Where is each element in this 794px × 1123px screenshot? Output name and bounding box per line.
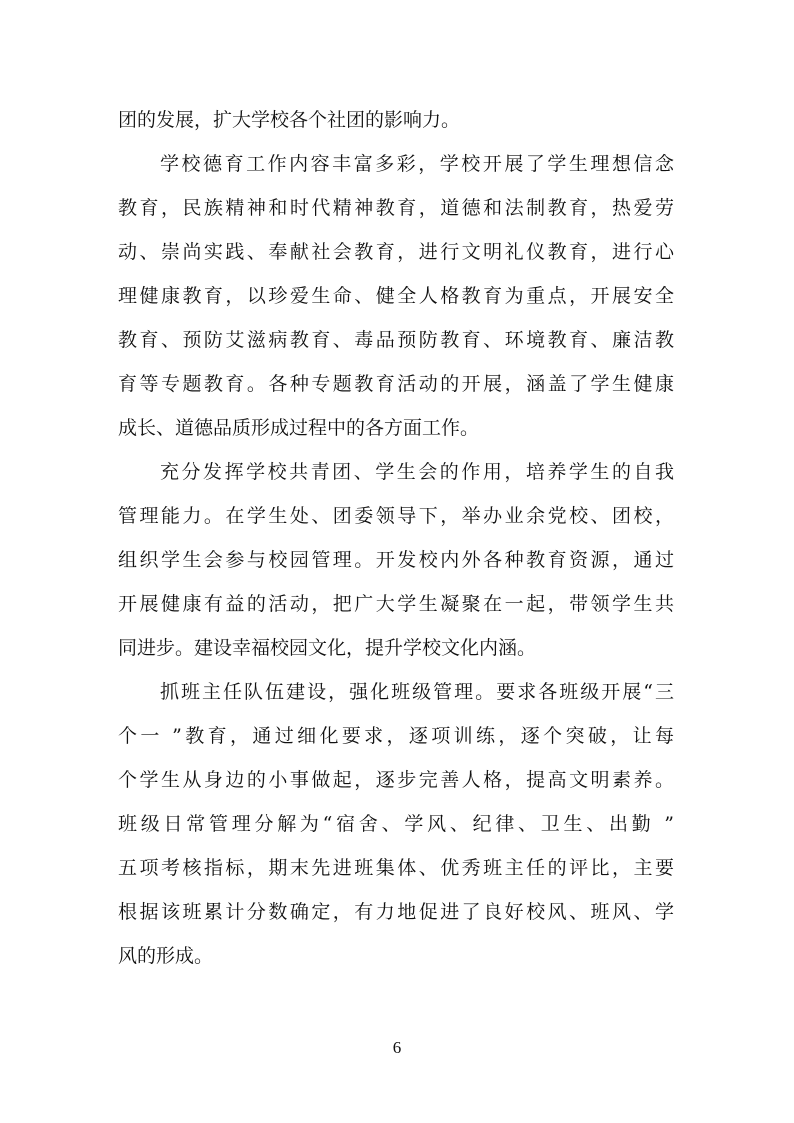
document-body bbox=[118, 98, 674, 978]
text-line: 五项考核指标，期末先进班集体、优秀班主任的评比，主要 bbox=[118, 857, 674, 879]
paragraph-student-union bbox=[118, 450, 674, 670]
text-line: 管理能力。在学生处、团委领导下，举办业余党校、团校， bbox=[118, 505, 674, 527]
text-line: 团的发展，扩大学校各个社团的影响力。 bbox=[118, 109, 461, 131]
text-line: 充分发挥学校共青团、学生会的作用，培养学生的自我 bbox=[160, 461, 674, 483]
text-line: 理健康教育，以珍爱生命、健全人格教育为重点，开展安全 bbox=[118, 285, 674, 307]
text-line: 教育、预防艾滋病教育、毒品预防教育、环境教育、廉洁教 bbox=[118, 329, 674, 351]
text-line: 育等专题教育。各种专题教育活动的开展，涵盖了学生健康 bbox=[118, 373, 674, 395]
text-line: 成长、道德品质形成过程中的各方面工作。 bbox=[118, 417, 480, 439]
text-line: 教育，民族精神和时代精神教育，道德和法制教育，热爱劳 bbox=[118, 197, 674, 219]
text-line: 班级日常管理分解为“宿舍、学风、纪律、卫生、出勤 ” bbox=[118, 813, 674, 835]
text-line: 风的形成。 bbox=[118, 945, 214, 967]
text-line: 动、崇尚实践、奉献社会教育，进行文明礼仪教育，进行心 bbox=[118, 241, 674, 263]
text-line: 抓班主任队伍建设，强化班级管理。要求各班级开展“三 bbox=[160, 681, 674, 703]
page-number: 6 bbox=[392, 1038, 402, 1057]
text-line: 个一 ”教育，通过细化要求，逐项训练，逐个突破，让每 bbox=[118, 725, 674, 747]
text-line: 同进步。建设幸福校园文化，提升学校文化内涵。 bbox=[118, 637, 537, 659]
paragraph-class-management bbox=[118, 670, 674, 978]
text-line: 开展健康有益的活动，把广大学生凝聚在一起，带领学生共 bbox=[118, 593, 674, 615]
paragraph-moral-education bbox=[118, 142, 674, 450]
text-line: 个学生从身边的小事做起，逐步完善人格，提高文明素养。 bbox=[118, 769, 674, 791]
text-line: 学校德育工作内容丰富多彩，学校开展了学生理想信念 bbox=[160, 153, 674, 175]
text-line: 根据该班累计分数确定，有力地促进了良好校风、班风、学 bbox=[118, 901, 674, 923]
paragraph-continuation bbox=[118, 98, 674, 142]
text-line: 组织学生会参与校园管理。开发校内外各种教育资源，通过 bbox=[118, 549, 674, 571]
